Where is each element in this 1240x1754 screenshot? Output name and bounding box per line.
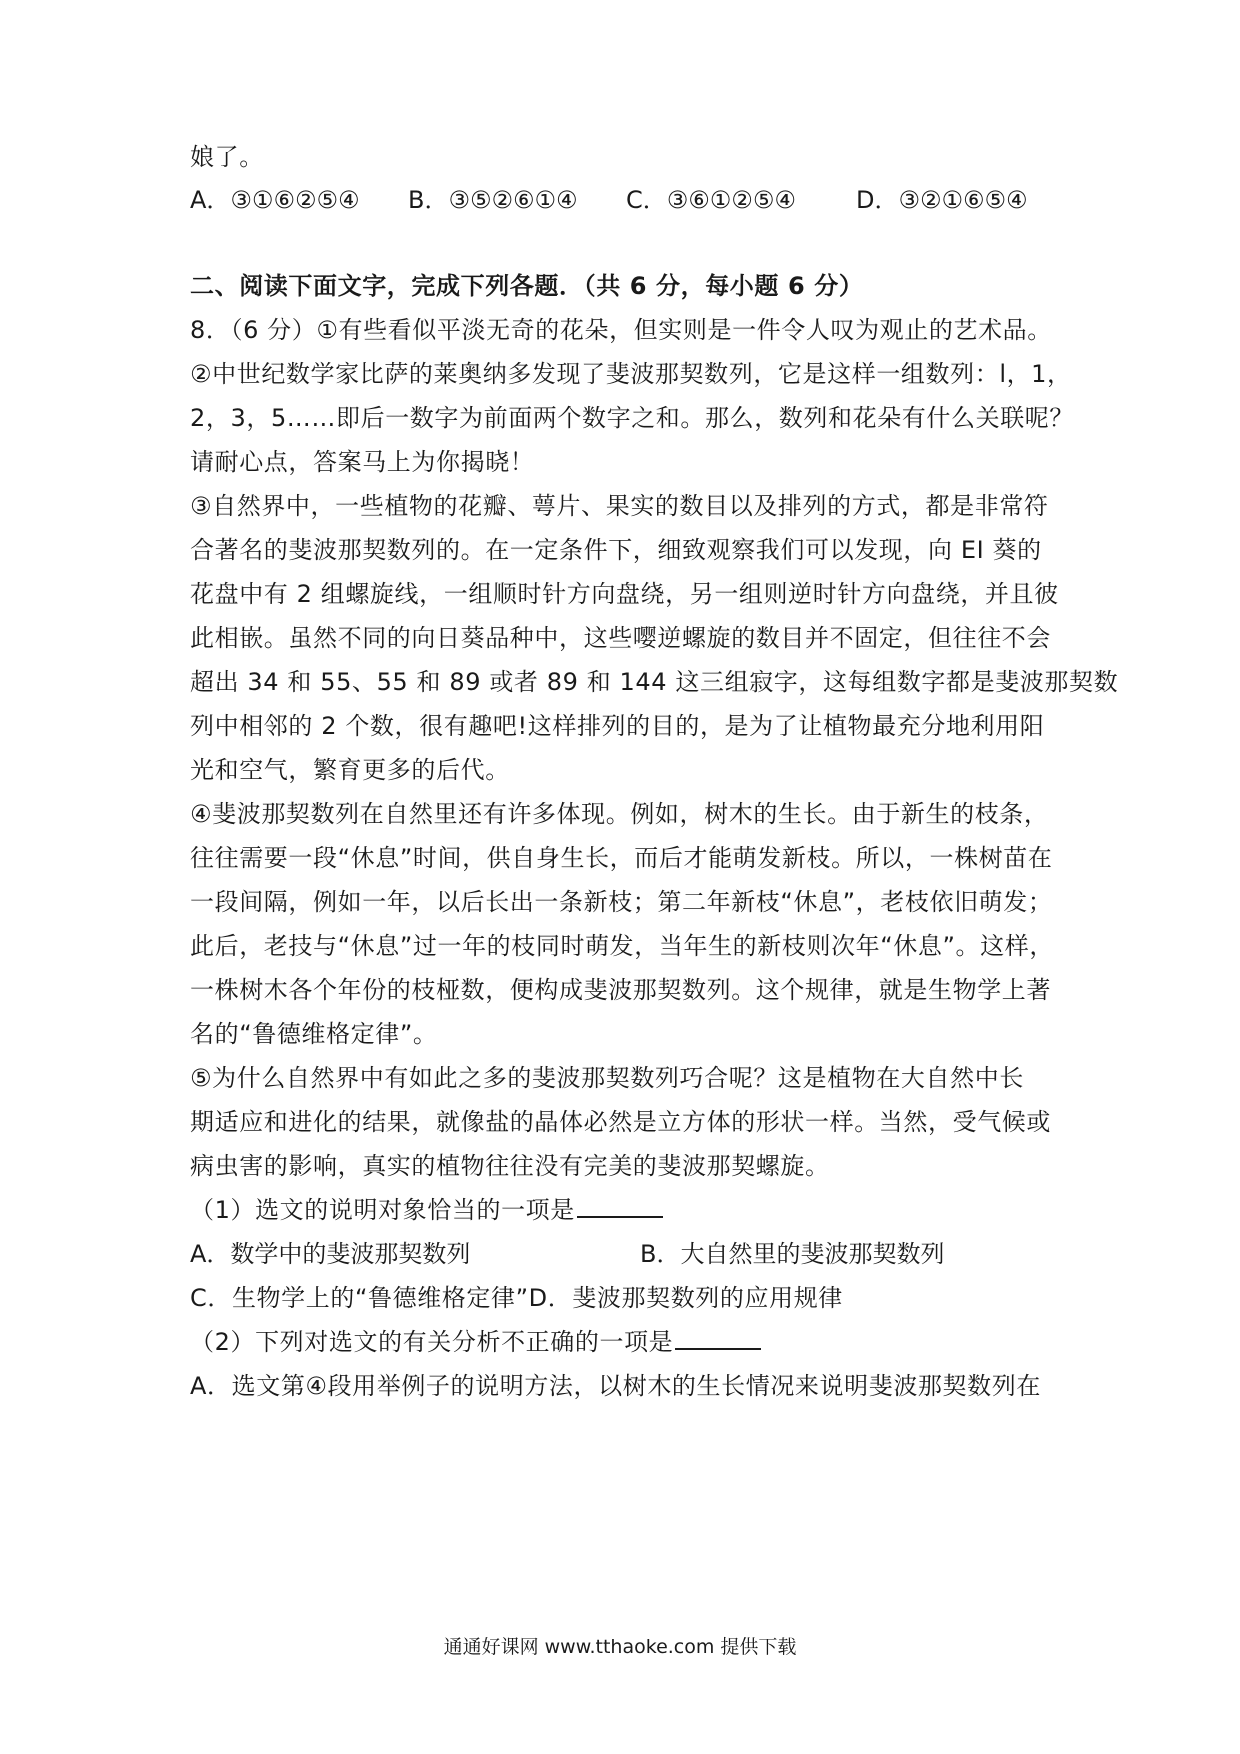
passage-line: 名的“鲁德维格定律”。 <box>190 1020 438 1048</box>
passage-line: 此相嵌。虽然不同的向日葵品种中，这些嘤逆螺旋的数目并不固定，但往往不会 <box>190 624 1051 652</box>
sub-question-1-text: （1）选文的说明对象恰当的一项是 <box>190 1196 575 1224</box>
passage-line: 请耐心点，答案马上为你揭晓！ <box>190 448 535 476</box>
q7-tail-text: 娘了。 <box>190 143 264 171</box>
q7-option-c: C．③⑥①②⑤④ <box>626 186 796 214</box>
sub-question-2 <box>190 1325 1070 1359</box>
section-heading: 二、阅读下面文字，完成下列各题．（共 6 分，每小题 6 分） <box>190 272 864 300</box>
sub1-option-cd: C．生物学上的“鲁德维格定律”D．斐波那契数列的应用规律 <box>190 1284 843 1312</box>
passage-line: 列中相邻的 2 个数，很有趣吧!这样排列的目的，是为了让植物最充分地利用阳 <box>190 712 1045 740</box>
sub-question-1 <box>190 1193 1070 1227</box>
sub-question-1-options-ab <box>190 1237 1070 1271</box>
passage-line: 一株树木各个年份的枝桠数，便构成斐波那契数列。这个规律，就是生物学上著 <box>190 976 1051 1004</box>
page-footer: 通通好课网 www.tthaoke.com 提供下载 <box>443 1636 797 1658</box>
passage-line: 超出 34 和 55、55 和 89 或者 89 和 144 这三组寂字，这每组数字都是斐波那契数 <box>190 668 1119 696</box>
sub1-option-a: A．数学中的斐波那契数列 <box>190 1240 471 1268</box>
passage-line: 光和空气，繁育更多的后代。 <box>190 756 510 784</box>
passage-line: 此后，老技与“休息”过一年的枝同时萌发，当年生的新枝则次年“休息”。这样， <box>190 932 1054 960</box>
q7-option-b: B．③⑤②⑥①④ <box>408 186 578 214</box>
passage-line: ②中世纪数学家比萨的莱奥纳多发现了斐波那契数列，它是这样一组数列：l，1， <box>190 360 1072 388</box>
passage-line: 期适应和进化的结果，就像盐的晶体必然是立方体的形状一样。当然，受气候或 <box>190 1108 1051 1136</box>
passage-line: ⑤为什么自然界中有如此之多的斐波那契数列巧合呢？这是植物在大自然中长 <box>190 1064 1024 1092</box>
sub2-option-a: A．选文第④段用举例子的说明方法，以树木的生长情况来说明斐波那契数列在 <box>190 1372 1041 1400</box>
q7-option-d: D．③②①⑥⑤④ <box>856 186 1028 214</box>
sub1-option-b: B．大自然里的斐波那契数列 <box>640 1240 945 1268</box>
passage-line: 一段间隔，例如一年，以后长出一条新枝；第二年新枝“休息”，老枝依旧萌发； <box>190 888 1053 916</box>
answer-blank <box>675 1326 761 1350</box>
q7-options <box>190 183 1070 217</box>
passage-line: ④斐波那契数列在自然里还有许多体现。例如，树木的生长。由于新生的枝条， <box>190 800 1049 828</box>
passage-line: ③自然界中，一些植物的花瓣、萼片、果实的数目以及排列的方式，都是非常符 <box>190 492 1049 520</box>
passage-line: 病虫害的影响，真实的植物往往没有完美的斐波那契螺旋。 <box>190 1152 830 1180</box>
passage-line: 合著名的斐波那契数列的。在一定条件下，细致观察我们可以发现，向 EI 葵的 <box>190 536 1042 564</box>
passage-line: 花盘中有 2 组螺旋线，一组顺时针方向盘绕，另一组则逆时针方向盘绕，并且彼 <box>190 580 1059 608</box>
passage-line: 2，3，5……即后一数字为前面两个数字之和。那么，数列和花朵有什么关联呢？ <box>190 404 1075 432</box>
passage-line: 往往需要一段“休息”时间，供自身生长，而后才能萌发新枝。所以，一株树苗在 <box>190 844 1053 872</box>
sub-question-2-text: （2）下列对选文的有关分析不正确的一项是 <box>190 1328 674 1356</box>
q7-option-a: A．③①⑥②⑤④ <box>190 186 360 214</box>
passage-line: 8．（6 分）①有些看似平淡无奇的花朵，但实则是一件令人叹为观止的艺术品。 <box>190 316 1052 344</box>
answer-blank <box>577 1194 663 1218</box>
